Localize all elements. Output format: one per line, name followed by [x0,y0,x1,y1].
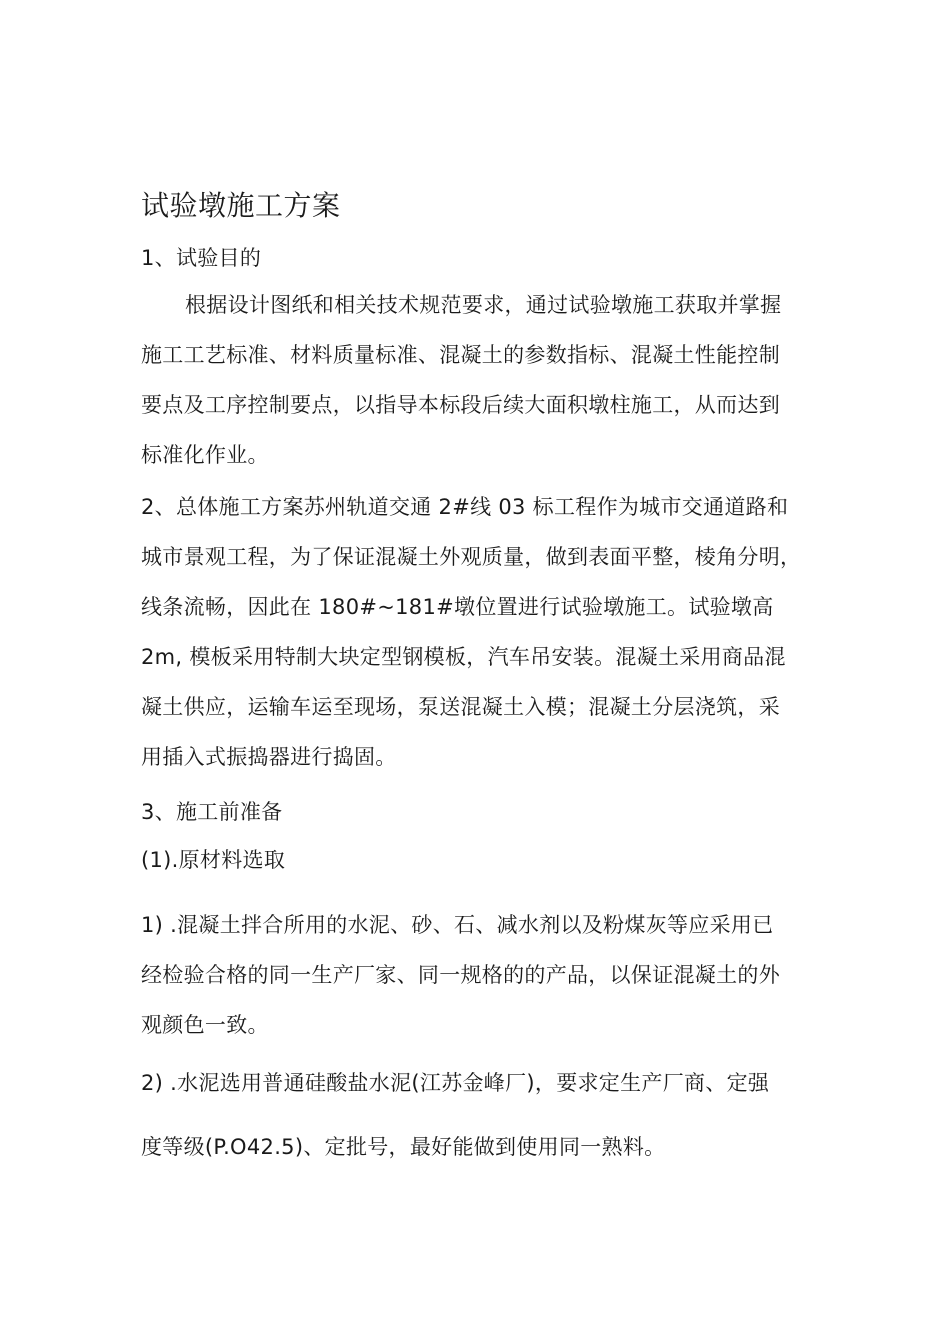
section-2-line: 2m, 模板采用特制大块定型钢模板，汽车吊安装。混凝土采用商品混 [141,645,786,669]
section-1-line: 根据设计图纸和相关技术规范要求，通过试验墩施工获取并掌握 [185,293,782,317]
section-1-line: 施工工艺标准、材料质量标准、混凝土的参数指标、混凝土性能控制 [141,343,780,367]
section-1-line: 要点及工序控制要点，以指导本标段后续大面积墩柱施工，从而达到 [141,393,780,417]
item-1-line: 观颜色一致。 [141,1013,269,1037]
section-2-line: 城市景观工程，为了保证混凝土外观质量，做到表面平整，棱角分明， [141,545,802,569]
section-1-heading: 1、试验目的 [141,246,262,270]
section-2-line: 凝土供应，运输车运至现场，泵送混凝土入模；混凝土分层浇筑，采 [141,695,780,719]
section-3-subheading: (1).原材料选取 [141,848,286,872]
item-1-line: 1) .混凝土拌合所用的水泥、砂、石、减水剂以及粉煤灰等应采用已 [141,913,774,937]
item-2-line: 度等级(P.O42.5)、定批号，最好能做到使用同一熟料。 [141,1135,666,1159]
item-2-line: 2) .水泥选用普通硅酸盐水泥(江苏金峰厂)，要求定生产厂商、定强 [141,1071,770,1095]
section-3-heading: 3、施工前准备 [141,800,283,824]
item-1-line: 经检验合格的同一生产厂家、同一规格的的产品，以保证混凝土的外 [141,963,780,987]
section-2-line: 用插入式振捣器进行捣固。 [141,745,397,769]
section-2-line: 2、总体施工方案苏州轨道交通 2#线 03 标工程作为城市交通道路和 [141,495,789,519]
document-title: 试验墩施工方案 [141,189,341,222]
section-1-line: 标准化作业。 [141,443,269,467]
section-2-line: 线条流畅，因此在 180#~181#墩位置进行试验墩施工。试验墩高 [141,595,774,619]
